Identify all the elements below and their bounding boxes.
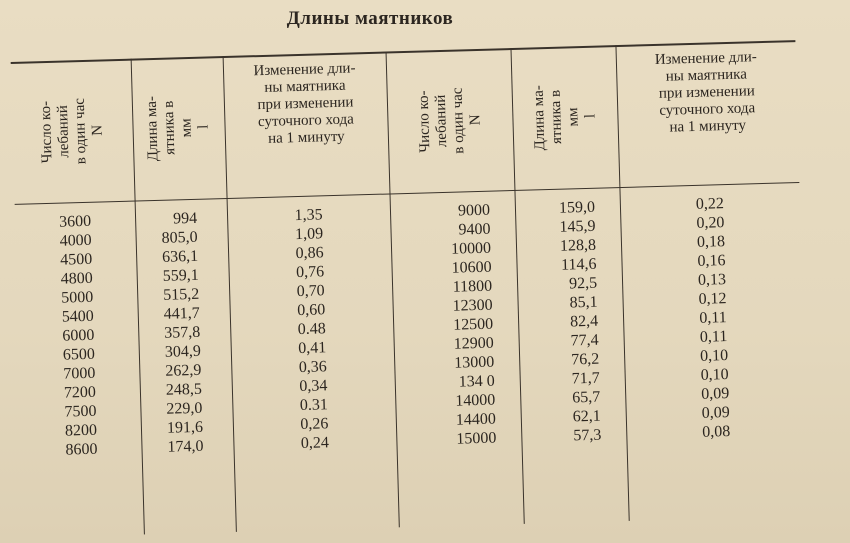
table-cell: 15000 (456, 429, 497, 448)
table-cell: 134 0 (458, 372, 496, 391)
table-cell: 85,1 (569, 293, 598, 312)
table-cell: 4800 (60, 269, 93, 288)
table-cell: 0,36 (298, 358, 328, 377)
table-cell: 0,26 (300, 415, 329, 434)
header-change-left: Изменение дли- ны маятника при изменении суточного хода на 1 минуту (253, 60, 356, 147)
header-length-text: Длина ма- ятника в мм l (530, 85, 598, 152)
table-cell: 262,9 (165, 361, 202, 380)
table-cell: 0.31 (299, 396, 329, 415)
table-cell: 10600 (451, 258, 492, 277)
table-cell: 8200 (64, 421, 98, 440)
table-cell: 174,0 (167, 437, 204, 456)
header-oscillations-right (386, 52, 515, 189)
table-cell: 0,86 (295, 244, 324, 263)
table-cell: 0,10 (700, 366, 729, 384)
table-cell: 559,1 (162, 266, 199, 285)
table-cell: 3600 (58, 212, 92, 231)
table-cell: 304,9 (164, 342, 202, 361)
table-cell: 9400 (458, 220, 491, 239)
table-cell: 1,35 (294, 206, 323, 225)
header-change-right: Изменение дли- ны маятника при изменении суточного хода на 1 минуту (654, 49, 758, 136)
header-oscillations-text: Число ко- лебаний в один час N (37, 97, 106, 165)
header-oscillations-text: Число ко- лебаний в один час N (415, 87, 484, 154)
table-cell: 0.48 (297, 320, 326, 339)
table-cell: 71,7 (571, 369, 600, 388)
table-cell: 145,9 (559, 217, 596, 236)
table-cell: 0,22 (695, 195, 725, 213)
table-cell: 229,0 (166, 399, 203, 418)
table-cell: 57,3 (573, 426, 602, 445)
header-oscillations-left (11, 63, 135, 200)
column-length-left (135, 209, 204, 458)
table-cell: 0,24 (300, 434, 330, 453)
table-cell: 0,12 (698, 290, 727, 308)
table-cell: 805,0 (161, 228, 198, 247)
table-cell: 0,09 (700, 385, 730, 403)
table-cell: 92,5 (568, 274, 598, 293)
table-cell: 4500 (59, 250, 93, 269)
table-cell: 14000 (455, 391, 496, 410)
table-cell: 191,6 (166, 418, 204, 437)
table-cell: 65,7 (572, 388, 601, 407)
table-cell: 0,11 (699, 328, 728, 346)
table-cell: 0,08 (702, 423, 731, 441)
table-cell: 515,2 (163, 285, 200, 304)
table-cell: 10000 (450, 239, 492, 258)
table-cell: 12300 (452, 296, 493, 315)
table-cell: 1,09 (294, 225, 324, 244)
table-cell: 4000 (59, 231, 92, 250)
table-cell: 128,8 (559, 236, 597, 255)
table-cell: 6500 (62, 345, 96, 364)
table-cell: 13000 (454, 353, 495, 372)
header-length-right (511, 49, 620, 186)
table-cell: 0,76 (295, 263, 325, 282)
table-cell: 12900 (453, 334, 494, 353)
table-cell: 5400 (61, 307, 95, 326)
table-cell: 0,60 (296, 301, 326, 320)
table-cell: 636,1 (161, 247, 199, 266)
table-cell: 7000 (63, 364, 96, 383)
table-cell: 441,7 (163, 304, 200, 323)
table-cell: 9000 (457, 201, 491, 220)
table-cell: 12500 (452, 315, 494, 334)
table-cell: 0,18 (696, 233, 726, 251)
column-length-right (515, 198, 602, 447)
table-cell: 8600 (65, 440, 98, 459)
header-length-text: Длина ма- ятника в мм l (143, 96, 212, 162)
table-cell: 5000 (61, 288, 94, 307)
table-cell: 0,20 (696, 214, 725, 232)
header-length-left (131, 60, 227, 197)
table-cell: 0,09 (701, 404, 730, 422)
table-cell: 62,1 (572, 407, 602, 426)
column-change-left (227, 203, 397, 454)
table-cell: 0,41 (298, 339, 327, 358)
table-cell: 0,10 (699, 347, 729, 365)
table-cell: 14400 (455, 410, 497, 429)
table-cell: 0,34 (299, 377, 328, 396)
table-cell: 0,70 (296, 282, 325, 301)
table-cell: 76,2 (570, 350, 600, 369)
column-oscillations-right (390, 201, 497, 451)
table-cell: 0,11 (699, 309, 728, 327)
table-cell: 77,4 (570, 331, 599, 350)
column-change-right (620, 192, 807, 444)
table-cell: 994 (172, 209, 198, 228)
table-cell: 82,4 (569, 312, 599, 331)
table-cell: 6000 (62, 326, 95, 345)
table-cell: 159,0 (558, 198, 596, 217)
table-cell: 0,16 (697, 252, 726, 270)
table-title: Длины маятников (286, 8, 454, 29)
table-cell: 7500 (64, 402, 97, 421)
table-cell: 0,13 (697, 271, 727, 289)
table-cell: 11800 (452, 277, 493, 296)
table-cell: 248,5 (165, 380, 203, 399)
table-cell: 114,6 (560, 255, 597, 274)
pendulum-length-table (10, 16, 809, 538)
table-cell: 357,8 (164, 323, 201, 342)
table-cell: 7200 (63, 383, 97, 402)
column-oscillations-left (25, 211, 132, 461)
